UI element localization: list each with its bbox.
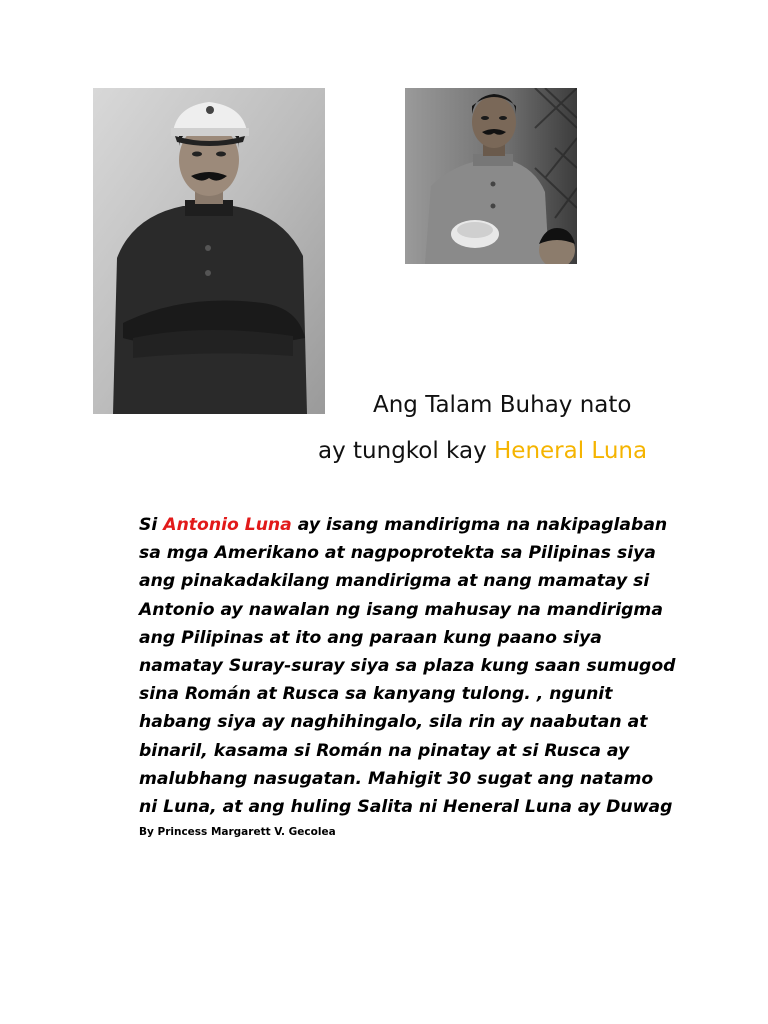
body-line: namatay Suray-suray siya sa plaza kung saan sumugod	[139, 656, 676, 677]
body-line: sa mga Amerikano at nagpoprotekta sa Pilipinas siya	[139, 543, 656, 564]
body-line: ang Pilipinas at ito ang paraan kung paano siya	[139, 627, 602, 648]
body-line: ang pinakadakilang mandirigma at nang mamatay si	[139, 571, 650, 592]
title-line-2	[318, 438, 647, 464]
body-intro-rest: ay isang mandirigma na nakipaglaban	[291, 515, 668, 535]
author-byline: By Princess Margarett V. Gecolea	[139, 826, 336, 838]
body-highlight-antonio-luna: Antonio Luna	[163, 515, 292, 535]
portrait-seated-image	[405, 88, 577, 264]
body-line: sina Román at Rusca sa kanyang tulong. , ngunit	[139, 684, 613, 705]
body-line-intro	[139, 511, 699, 539]
body-line: Antonio ay nawalan ng isang mahusay na mandirigma	[139, 599, 663, 620]
title-line-1: Ang Talam Buhay nato	[373, 392, 632, 418]
portrait-photo-right	[405, 88, 577, 264]
body-line: habang siya ay naghihingalo, sila rin ay naabutan at	[139, 712, 648, 733]
title-line-2-prefix: ay tungkol kay	[318, 438, 494, 464]
portrait-arms-crossed-image	[93, 88, 325, 414]
body-line: malubhang nasugatan. Mahigit 30 sugat ang natamo	[139, 768, 654, 789]
body-paragraph	[139, 511, 699, 821]
title-highlight-heneral-luna: Heneral Luna	[494, 438, 648, 464]
body-line: ni Luna, at ang huling Salita ni Heneral Luna ay Duwag	[139, 797, 673, 818]
body-line: binaril, kasama si Román na pinatay at si Rusca ay	[139, 740, 630, 761]
portrait-photo-left	[93, 88, 325, 414]
body-intro-prefix: Si	[139, 515, 164, 535]
